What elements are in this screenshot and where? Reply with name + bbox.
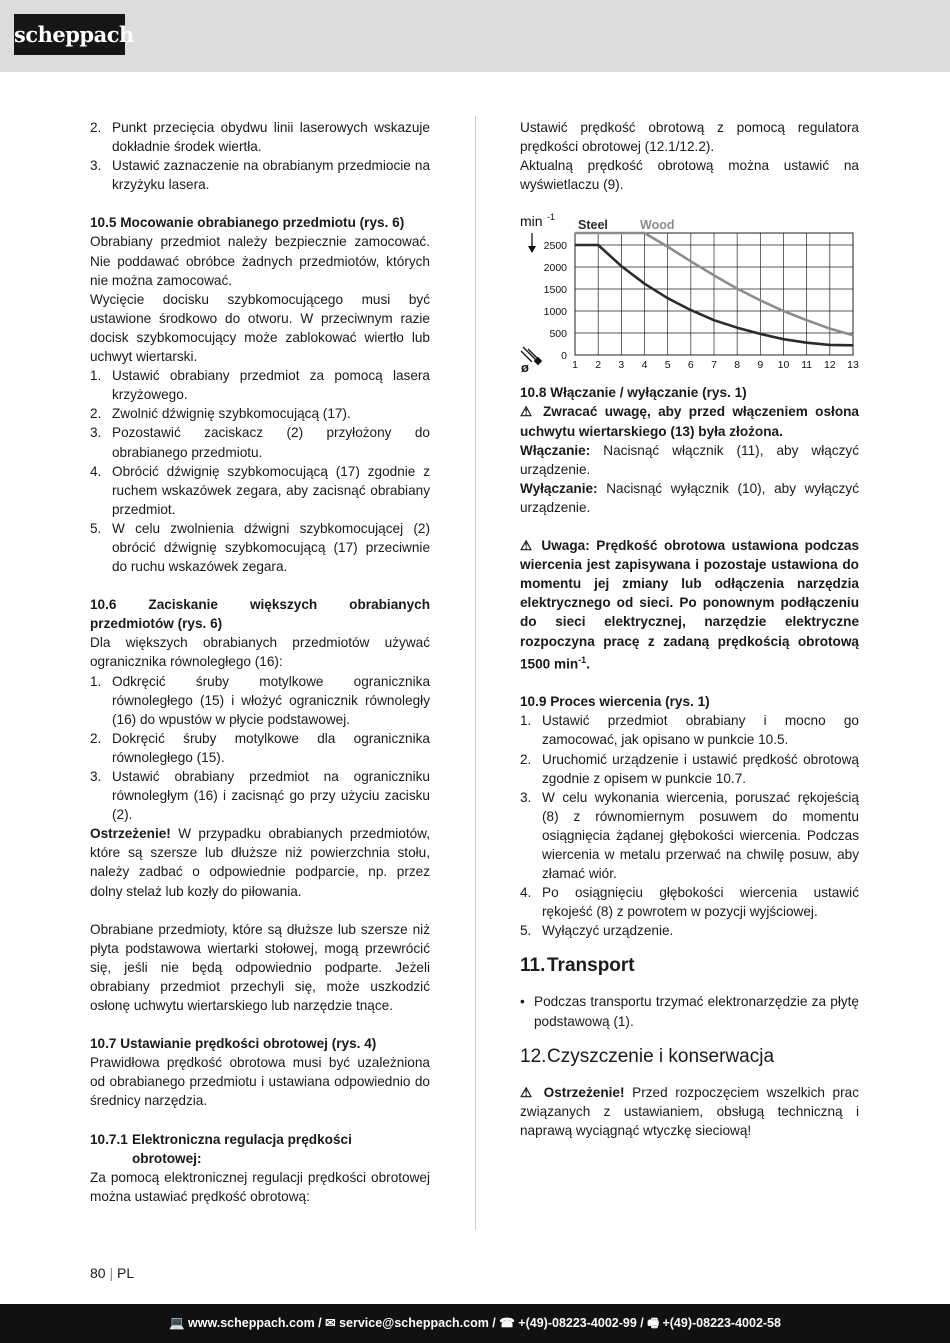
list-item: 5. Wyłączyć urządzenie. [520,923,674,939]
list-item: 2. Punkt przecięcia obydwu linii laserowych wskazuje dokładnie środek wiertła. [90,120,430,155]
paragraph: Wycięcie docisku szybkomocującego musi być ustawione środkowo do otworu. W przeciwnym razie docisk szybkomocujący może zablokować wiertło lub uchwyt wiertarski. [90,291,430,365]
list-item: 5. W celu zwolnienia dźwigni szybkomocującej (2) obrócić dźwignię szybkomocującą (17) przeciwnie do ruchu wskazówek zegara. [90,520,430,575]
list-item: 2. Dokręcić śruby motylkowe dla ogranicznika równoległego (15). [90,730,430,765]
x-tick-label: 8 [734,359,741,372]
x-tick-label: 10 [777,359,790,372]
y-tick-label: 0 [561,350,567,363]
list-item: 3. Pozostawić zaciskacz (2) przyłożony do obrabianego przedmiotu. [90,425,430,460]
speed-chart [518,213,863,373]
paragraph: Aktualną prędkość obrotową można ustawić na wyświetlaczu (9). [520,158,859,193]
x-tick-label: 13 [847,359,859,372]
paragraph: Ustawić prędkość obrotową z pomocą regulatora prędkości obrotowej (12.1/12.2). [520,120,859,155]
x-tick-label: 4 [641,359,648,372]
x-tick-label: 5 [664,359,671,372]
page-footer [0,1304,950,1343]
y-axis-label: min [520,213,543,230]
page-number: 80 | PL [90,1265,135,1281]
footer-contact: 💻 www.scheppach.com / ✉ service@scheppach.com / ☎ +(49)-08223-4002-99 / 🖷 +(49)-08223-4002-58 [169,1316,781,1330]
list-item: 4. Po osiągnięciu głębokości wiercenia ustawić rękojeść (8) z powrotem w pozycji wyjściowej. [520,885,859,920]
x-tick-label: 6 [687,359,694,372]
paragraph: Włączanie: Nacisnąć włącznik (11), aby włączyć urządzenie. [520,442,859,477]
x-tick-label: 12 [823,359,836,372]
section-heading: 10.5 Mocowanie obrabianego przedmiotu (rys. 6) [90,215,405,231]
column-divider [475,116,476,1230]
section-heading: 10.6 Zaciskanie większych obrabianych przedmiotów (rys. 6) [90,597,430,632]
left-column [90,118,430,1206]
paragraph: Obrabiane przedmioty, które są dłuższe lub szersze niż płyta podstawowa wiertarki stołowej, mogą przewrócić się, jeśli nie będą odpowiednio podparte. Jeżeli obrabiany przedmiot przechyli się, może uszkodzić osłonę uchwytu wiertarskiego lub narzędzie tnące. [90,921,430,1014]
legend-steel: Steel [578,218,608,233]
section-heading: 10.7 Ustawianie prędkości obrotowej (rys. 4) [90,1036,377,1052]
paragraph: Wyłączanie: Nacisnąć wyłącznik (10), aby wyłączyć urządzenie. [520,480,859,515]
paragraph: Obrabiany przedmiot należy bezpiecznie zamocować. Nie poddawać obróbce żadnych przedmiotów, których nie można zamocować. [90,234,430,288]
y-tick-label: 2000 [543,262,567,275]
brand-logo: scheppach [14,14,125,55]
speed-chart-svg [518,213,863,373]
warning-paragraph: ⚠ Ostrzeżenie! Przed rozpoczęciem wszelkich prac związanych z ustawianiem, obsługą techniczną i naprawą wyciągnąć wtyczkę sieciową! [520,1084,859,1138]
list-item: 2. Zwolnić dźwignię szybkomocującą (17). [90,406,351,422]
legend-wood: Wood [640,218,675,233]
y-axis-arrowhead-icon [528,246,536,253]
warning-label: Ostrzeżenie! [90,826,171,842]
section-heading: 10.9 Proces wiercenia (rys. 1) [520,694,710,710]
list-item: 3. Ustawić obrabiany przedmiot na ograniczniku równoległym (16) i zacisnąć go przy użyciu zacisku (2). [90,769,430,823]
page-header [0,0,950,72]
bullet-item: • Podczas transportu trzymać elektronarzędzie za płytę podstawową (1). [520,994,859,1029]
drill-bit-tip-icon [534,357,542,365]
warning-paragraph: Ostrzeżenie! W przypadku obrabianych przedmiotów, które są szersze lub dłuższe niż powierzchnia stołu, należy zadbać o odpowiednie podparcie, np. przez dolny stelaż lub kozły do piłowania. [90,826,430,899]
x-tick-label: 3 [618,359,625,372]
x-tick-label: 11 [801,359,813,372]
right-column [520,118,859,1140]
warning-paragraph: ⚠ Zwracać uwagę, aby przed włączeniem osłona uchwytu wiertarskiego (13) była złożona. [520,404,859,439]
list-item: 1. Ustawić obrabiany przedmiot za pomocą lasera krzyżowego. [90,368,430,403]
note-paragraph: ⚠ Uwaga: Prędkość obrotowa ustawiona podczas wiercenia jest zapisywana i pozostaje ustawiona do momentu jej zmiany lub odłączenia narzędzia elektrycznego od sieci. Po ponownym podłączeniu do sieci elektrycznej, narzędzie elektryczne rozpoczyna pracę z zadaną prędkością obrotową 1500 $\min^{-1}$. [520,538,859,672]
list-item: 2. Uruchomić urządzenie i ustawić prędkość obrotową zgodnie z opisem w punkcie 10.7. [520,751,859,786]
x-tick-label: 2 [595,359,602,372]
section-heading: 10.8 Włączanie / wyłączanie (rys. 1) [520,385,747,401]
subsection-heading: 10.7.1 Elektroniczna regulacja prędkości obrotowej: [90,1131,352,1166]
list-item: 3. W celu wykonania wiercenia, poruszać rękojeścią (8) z równomiernym posuwem do momentu osiągnięcia żądanej głębokości wiercenia. Podczas wiercenia w metalu przerwać na chwilę posuw, aby złamać wiór. [520,789,859,882]
y-tick-label: 1500 [543,284,567,297]
y-tick-label: 500 [549,328,567,341]
paragraph: Za pomocą elektronicznej regulacji prędkości obrotowej można ustawiać prędkość obrotową: [90,1169,430,1204]
list-item: 1. Ustawić przedmiot obrabiany i mocno go zamocować, jak opisano w punkcie 10.5. [520,713,859,748]
x-tick-label: 1 [572,359,578,372]
y-axis-label-superscript: -1 [547,213,556,223]
x-tick-label: 7 [711,359,717,372]
y-tick-label: 2500 [543,240,567,253]
paragraph: Prawidłowa prędkość obrotowa musi być uzależniona od obrabianego przedmiotu i ustawiana odpowiednio do średnicy narzędzia. [90,1055,430,1109]
list-item: 1. Odkręcić śruby motylkowe ogranicznika równoległego (15) i włożyć ogranicznik równoległy (16) do wpustów w płycie podstawowej. [90,673,430,727]
y-tick-label: 1000 [543,306,567,319]
paragraph: Dla większych obrabianych przedmiotów używać ogranicznika równoległego (16): [90,635,430,670]
list-item: 3. Ustawić zaznaczenie na obrabianym przedmiocie na krzyżyku lasera. [90,158,430,193]
diameter-symbol: ø [521,360,529,374]
x-tick-label: 9 [757,359,764,372]
chapter-heading: 11. Transport [520,955,635,977]
list-item: 4. Obrócić dźwignię szybkomocującą (17) zgodnie z ruchem wskazówek zegara, aby zacisnąć obrabiany przedmiot. [90,463,430,517]
chapter-heading: 12. Czyszczenie i konserwacja [520,1045,775,1067]
